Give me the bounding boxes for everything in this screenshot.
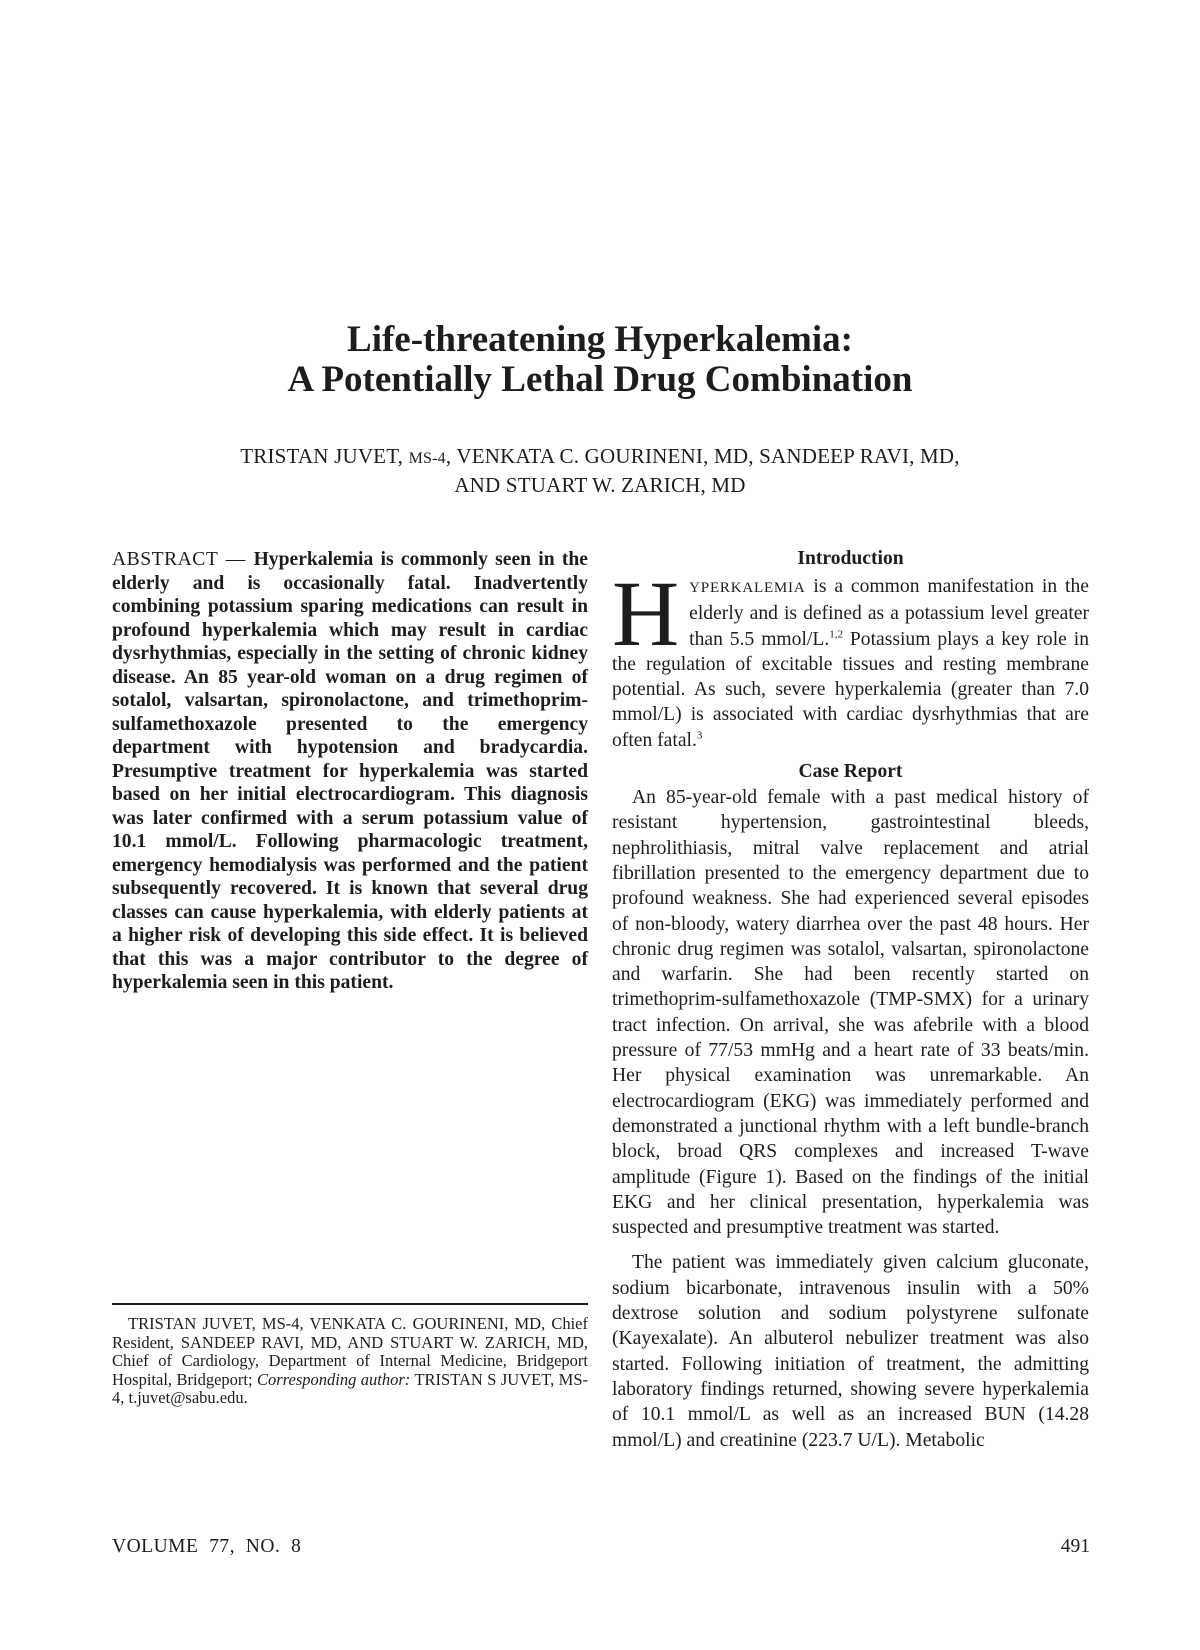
corresponding-author-label: Corresponding author:: [257, 1369, 411, 1389]
title-line-2: A Potentially Lethal Drug Combination: [287, 359, 913, 400]
page-number: 491: [1060, 1536, 1090, 1557]
author-list: [0, 443, 1200, 498]
authors-line-2: AND STUART W. ZARICH, MD: [454, 473, 746, 497]
case-report-paragraph-2: The patient was immediately given calcium gluconate, sodium bicarbonate, intravenous insulin with a 50% dextrose solution and sodium polystyrene sulfonate (Kayexalate). An albuterol nebulizer treatment was also started. Following initiation of treatment, the admitting laboratory findings returned, showing severe hyperkalemia of 10.1 mmol/L as well as an increased BUN (14.28 mmol/L) and creatinine (223.7 U/L). Metabolic: [612, 1252, 1089, 1451]
intro-text-2: Potassium plays a key role in the regulation of excitable tissues and resting membrane potential. As such, severe hyperkalemia (greater than 7.0 mmol/L) is associated with cardiac dysrhythmias that are often fatal.: [612, 628, 1089, 751]
article-title: [0, 320, 1200, 400]
introduction-heading: Introduction: [797, 548, 904, 569]
intro-ref-2: 3: [696, 729, 703, 742]
intro-text-1: is a common manifestation in the elderly and is defined as a potassium level greater than 5.5 mmol/L.: [689, 576, 1089, 650]
footnote-text: TRISTAN JUVET, MS-4, VENKATA C. GOURINENI, MD, Chief Resident, SANDEEP RAVI, MD, AND STUART W. ZARICH, MD, Chief of Cardiology, Department of Internal Medicine, Bridgeport Hospital, Bridgeport;: [112, 1314, 588, 1389]
title-line-1: Life-threatening Hyperkalemia:: [347, 319, 853, 360]
case-report-paragraph-1: An 85-year-old female with a past medical history of resistant hypertension, gastrointestinal bleeds, nephrolithiasis, mitral valve replacement and atrial fibrillation presented to the emergency department due to profound weakness. She had experienced several episodes of non-bloody, watery diarrhea over the past 48 hours. Her chronic drug regimen was sotalol, valsartan, spironolactone and warfarin. She had been recently started on trimethoprim-sulfamethoxazole (TMP-SMX) for a urinary tract infection. On arrival, she was afebrile with a blood pressure of 77/53 mmHg and a heart rate of 33 beats/min. Her physical examination was unremarkable. An electrocardiogram (EKG) was immediately performed and demonstrated a junctional rhythm with a left bundle-branch block, broad QRS complexes and increased T-wave amplitude (Figure 1). Based on the findings of the initial EKG and her clinical presentation, hyperkalemia was suspected and presumptive treatment was started.: [612, 787, 1089, 1239]
case-report-heading: Case Report: [798, 761, 903, 783]
author-affiliation-footnote: [112, 1303, 588, 1408]
authors-rest-1: , VENKATA C. GOURINENI, MD, SANDEEP RAVI, MD,: [445, 444, 960, 468]
corresponding-author-text: TRISTAN S JUVET, MS-4, t.juvet@sabu.edu.: [112, 1369, 588, 1407]
abstract-text: Hyperkalemia is commonly seen in the elderly and is occasionally fatal. Inadvertently combining potassium sparing medications can result in profound hyperkalemia which may result in cardiac dysrhythmias, especially in the setting of chronic kidney disease. An 85 year-old woman on a drug regimen of sotalol, valsartan, spironolactone, and trimethoprim-sulfamethoxazole presented to the emergency department with hypotension and bradycardia. Presumptive treatment for hyperkalemia was started based on her initial electrocardiogram. This diagnosis was later confirmed with a serum potassium value of 10.1 mmol/L. Following pharmacologic treatment, emergency hemodialysis was performed and the patient subsequently recovered. It is known that several drug classes can cause hyperkalemia, with elderly patients at a higher risk of developing this side effect. It is believed that this was a major contributor to the degree of hyperkalemia seen in this patient.: [112, 549, 588, 993]
author-name-1: TRISTAN JUVET,: [240, 444, 409, 468]
intro-smallcaps: YPERKALEMIA: [689, 580, 806, 596]
drop-cap: H: [612, 563, 680, 666]
volume-footer: VOLUME 77, NO. 8: [112, 1536, 302, 1557]
left-column: [112, 548, 588, 995]
right-column: [612, 546, 1089, 1453]
intro-ref-1: 1,2: [829, 628, 843, 641]
authors-line-1: [0, 443, 1200, 472]
abstract: [112, 548, 588, 995]
abstract-lead: ABSTRACT —: [112, 549, 254, 570]
author-degree-1: MS-4: [408, 450, 446, 467]
introduction-paragraph: [612, 563, 1089, 753]
